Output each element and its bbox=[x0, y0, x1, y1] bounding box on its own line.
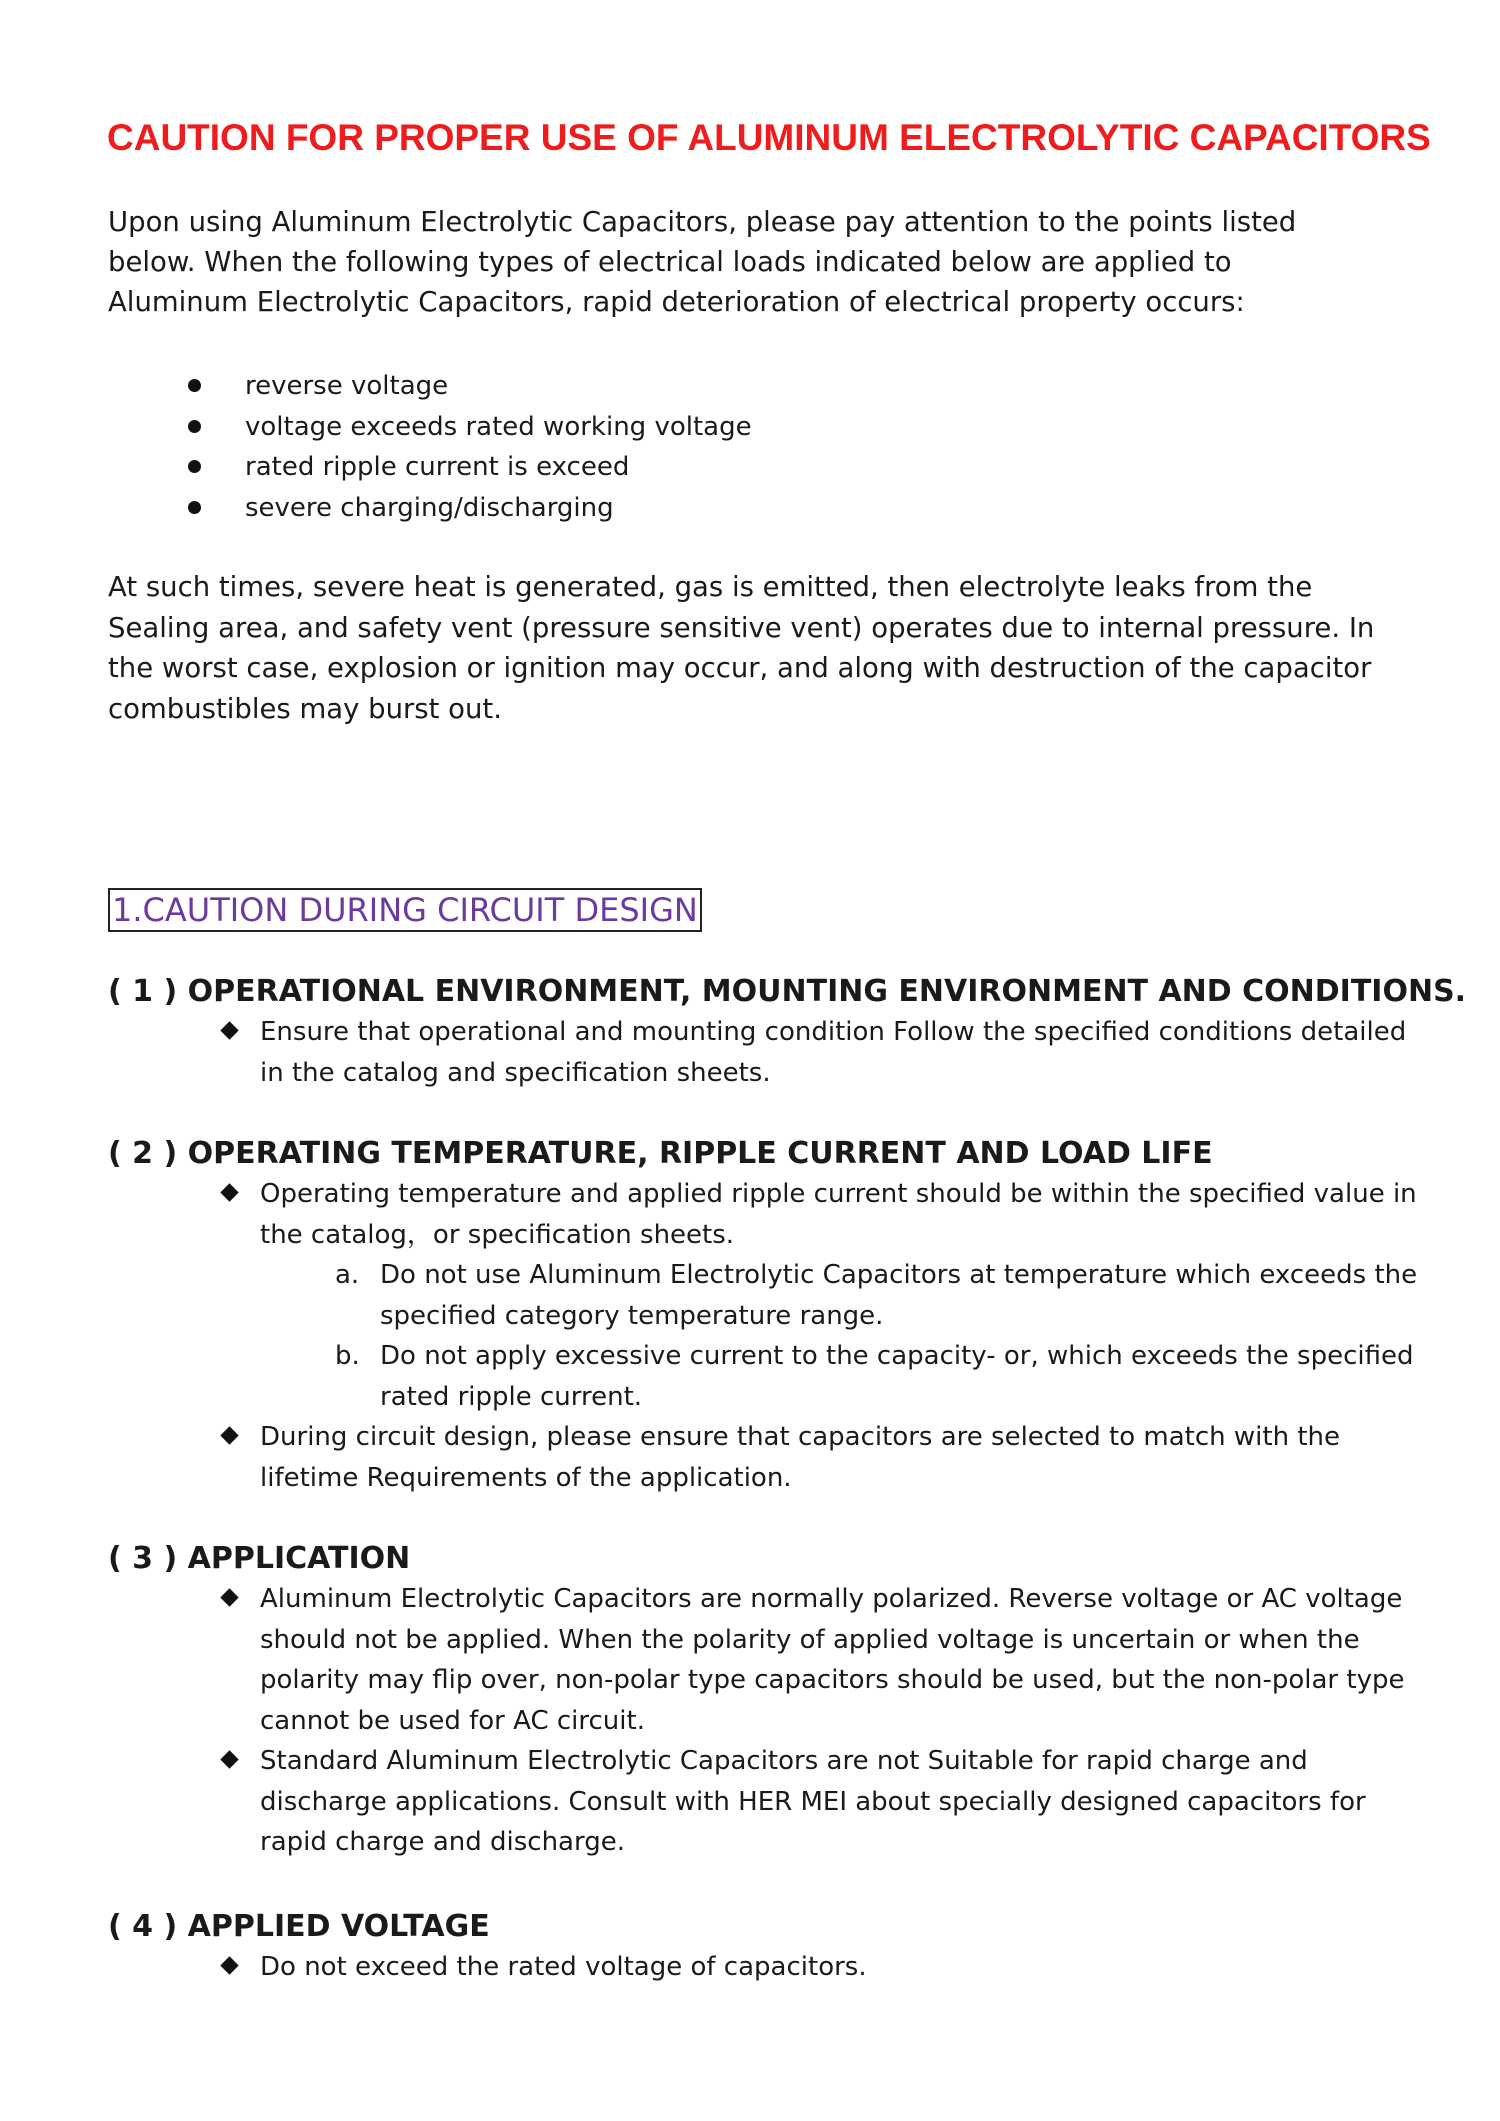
item-list bbox=[108, 1579, 1428, 1863]
bullet-dot-icon bbox=[188, 501, 201, 514]
subsection-operational-environment bbox=[108, 972, 1467, 1093]
consequence-paragraph: At such times, severe heat is generated, gas is emitted, then electrolyte leaks from the Sealing area, and safety vent (pressure sensitive vent) operates due to internal pressure. In the worst case, explosion or ignition may occur, and along with destruction of the capacitor combustibles may burst out. bbox=[108, 571, 1375, 725]
list-item bbox=[108, 488, 1208, 529]
list-item bbox=[108, 1579, 1428, 1741]
list-item bbox=[108, 1012, 1428, 1093]
list-item-text: Standard Aluminum Electrolytic Capacitors are not Suitable for rapid charge and discharge applications. Consult with HER MEI about specially designed capacitors for rapid charge and discharge. bbox=[260, 1746, 1366, 1857]
list-item bbox=[108, 1947, 1428, 1988]
lettered-item bbox=[260, 1336, 1428, 1417]
diamond-bullet-icon bbox=[220, 1183, 238, 1201]
list-item bbox=[108, 1417, 1428, 1498]
intro-paragraph: Upon using Aluminum Electrolytic Capacitors, please pay attention to the points listed below. When the following types of electrical loads indicated below are applied to Aluminum Electrolytic Capacitors, rapid deterioration of electrical property occurs: bbox=[108, 206, 1297, 318]
list-item-text: voltage exceeds rated working voltage bbox=[245, 411, 752, 442]
bullet-dot-icon bbox=[188, 460, 201, 473]
lettered-item-text: Do not apply excessive current to the capacity- or, which exceeds the specified rated ripple current. bbox=[380, 1341, 1414, 1412]
list-item-text: reverse voltage bbox=[245, 371, 449, 401]
diamond-bullet-icon bbox=[220, 1956, 238, 1974]
page-title: CAUTION FOR PROPER USE OF ALUMINUM ELECTROLYTIC CAPACITORS bbox=[107, 117, 1431, 158]
diamond-bullet-icon bbox=[220, 1588, 238, 1606]
item-letter: b. bbox=[335, 1341, 360, 1371]
load-condition-list bbox=[108, 366, 1208, 528]
bullet-dot-icon bbox=[188, 420, 201, 433]
list-item bbox=[108, 1174, 1428, 1417]
lettered-list bbox=[260, 1255, 1428, 1417]
subsection-title: ( 4 ) APPLIED VOLTAGE bbox=[108, 1909, 490, 1944]
bullet-dot-icon bbox=[188, 379, 201, 392]
subsection-operating-temperature bbox=[108, 1134, 1428, 1498]
list-item-text: During circuit design, please ensure that capacitors are selected to match with the lifetime Requirements of the application. bbox=[260, 1422, 1341, 1493]
list-item-text: rated ripple current is exceed bbox=[245, 452, 630, 482]
diamond-bullet-icon bbox=[220, 1750, 238, 1768]
lettered-item bbox=[260, 1255, 1428, 1336]
list-item-text: Ensure that operational and mounting condition Follow the specified conditions detailed in the catalog and specification sheets. bbox=[260, 1017, 1407, 1088]
item-list bbox=[108, 1012, 1428, 1093]
subsection-applied-voltage bbox=[108, 1907, 1428, 1988]
section-heading: 1.CAUTION DURING CIRCUIT DESIGN bbox=[108, 888, 702, 932]
item-list bbox=[108, 1174, 1428, 1498]
list-item bbox=[108, 407, 1208, 448]
item-letter: a. bbox=[335, 1260, 360, 1290]
list-item bbox=[108, 1741, 1428, 1863]
list-item bbox=[108, 366, 1208, 407]
subsection-application bbox=[108, 1539, 1428, 1863]
list-item-text: Operating temperature and applied ripple current should be within the specified value in the catalog，or specification sheets. bbox=[260, 1179, 1417, 1250]
list-item-text: Aluminum Electrolytic Capacitors are normally polarized. Reverse voltage or AC voltage should not be applied. When the polarity of applied voltage is uncertain or when the polarity may flip over, non-polar type capacitors should be used, but the non-polar type cannot be used for AC circuit. bbox=[260, 1584, 1405, 1736]
list-item bbox=[108, 447, 1208, 488]
list-item-text: severe charging/discharging bbox=[245, 492, 614, 523]
subsection-title: ( 1 ) OPERATIONAL ENVIRONMENT, MOUNTING ENVIRONMENT AND CONDITIONS. bbox=[108, 974, 1467, 1009]
diamond-bullet-icon bbox=[220, 1021, 238, 1039]
lettered-item-text: Do not use Aluminum Electrolytic Capacitors at temperature which exceeds the specified category temperature range. bbox=[380, 1260, 1418, 1331]
list-item-text: Do not exceed the rated voltage of capacitors. bbox=[260, 1952, 867, 1982]
diamond-bullet-icon bbox=[220, 1426, 238, 1444]
item-list bbox=[108, 1947, 1428, 1988]
subsection-title: ( 2 ) OPERATING TEMPERATURE, RIPPLE CURRENT AND LOAD LIFE bbox=[108, 1136, 1213, 1171]
subsection-title: ( 3 ) APPLICATION bbox=[108, 1541, 411, 1576]
